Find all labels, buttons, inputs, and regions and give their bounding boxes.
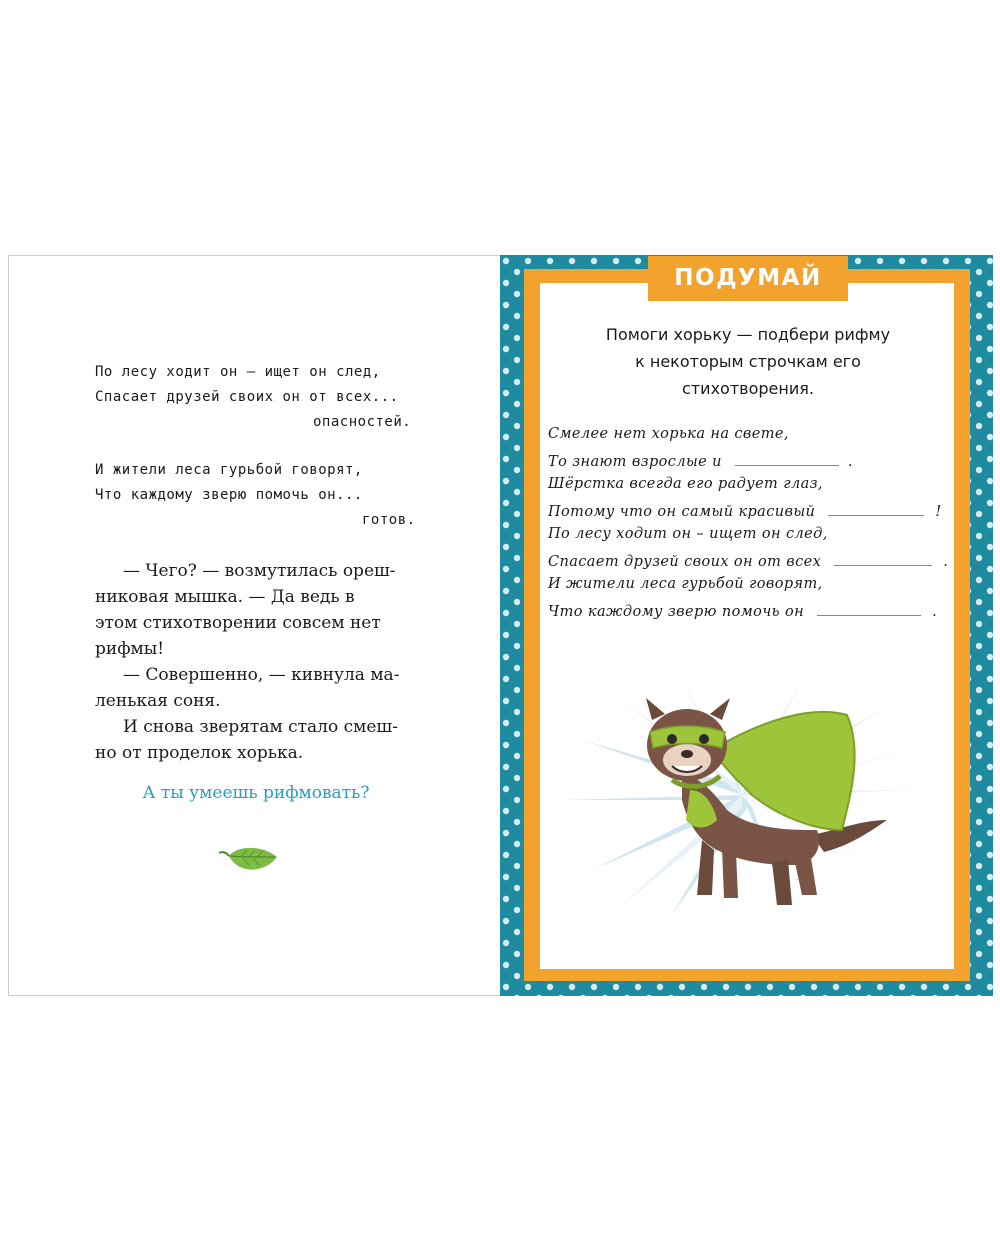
- poem-line: готов.: [362, 512, 416, 528]
- instruction-line: к некоторым строчкам его: [635, 352, 861, 371]
- prose-line: этом стихотворении совсем нет: [95, 613, 381, 633]
- question-text: А ты умеешь рифмовать?: [142, 783, 370, 803]
- answer-blank[interactable]: [828, 501, 924, 516]
- answer-blank[interactable]: [817, 601, 921, 616]
- poem-line: Что каждому зверю помочь он...: [95, 487, 363, 503]
- left-page: [8, 255, 502, 996]
- answer-blank[interactable]: [735, 451, 839, 466]
- poem-line: По лесу ходит он — ищет он след,: [95, 364, 381, 380]
- poem-line: опасностей.: [313, 414, 412, 430]
- ferret-superhero-illustration: [562, 680, 922, 920]
- verse-text: Что каждому зверю помочь он: [548, 604, 805, 620]
- prose-line: ленькая соня.: [95, 691, 221, 711]
- verse-line: [548, 501, 942, 520]
- right-page: [500, 255, 993, 996]
- section-badge: ПОДУМАЙ: [648, 256, 848, 301]
- verse-end: .: [847, 454, 853, 470]
- verse-end: !: [935, 504, 942, 520]
- verse-text: Смелее нет хорька на свете,: [548, 426, 789, 442]
- instruction-line: Помоги хорьку — подбери рифму: [605, 325, 891, 344]
- verse-line: [548, 526, 828, 542]
- verse-line: [548, 601, 937, 620]
- prose-line: никовая мышка. — Да ведь в: [95, 587, 355, 607]
- prose-line: рифмы!: [95, 639, 165, 659]
- verse-text: И жители леса гурьбой говорят,: [548, 576, 823, 592]
- verse-line: [548, 451, 853, 470]
- prose-line: И снова зверятам стало смеш-: [123, 717, 398, 737]
- verse-line: [548, 551, 948, 570]
- book-spread: [8, 255, 993, 996]
- verse-line: [548, 476, 823, 492]
- instruction-text: [578, 321, 918, 402]
- poem-line: Спасает друзей своих он от всех...: [95, 389, 399, 405]
- leaf-icon: [215, 843, 279, 879]
- verse-end: .: [943, 554, 949, 570]
- poem-line: И жители леса гурьбой говорят,: [95, 462, 363, 478]
- verse-text: Шёрстка всегда его радует глаз,: [548, 476, 823, 492]
- prose-line: — Чего? — возмутилась ореш-: [123, 561, 396, 581]
- verse-text: То знают взрослые и: [548, 454, 722, 470]
- prose-line: но от проделок хорька.: [95, 743, 304, 763]
- answer-blank[interactable]: [834, 551, 932, 566]
- verse-line: [548, 426, 789, 442]
- instruction-line: стихотворения.: [682, 379, 814, 398]
- verse-line: [548, 576, 823, 592]
- verse-text: Потому что он самый красивый: [548, 504, 816, 520]
- verse-text: Спасает друзей своих он от всех: [548, 554, 822, 570]
- prose-block: [95, 558, 417, 766]
- prose-line: — Совершенно, — кивнула ма-: [123, 665, 400, 685]
- verse-text: По лесу ходит он – ищет он след,: [548, 526, 828, 542]
- verse-end: .: [932, 604, 938, 620]
